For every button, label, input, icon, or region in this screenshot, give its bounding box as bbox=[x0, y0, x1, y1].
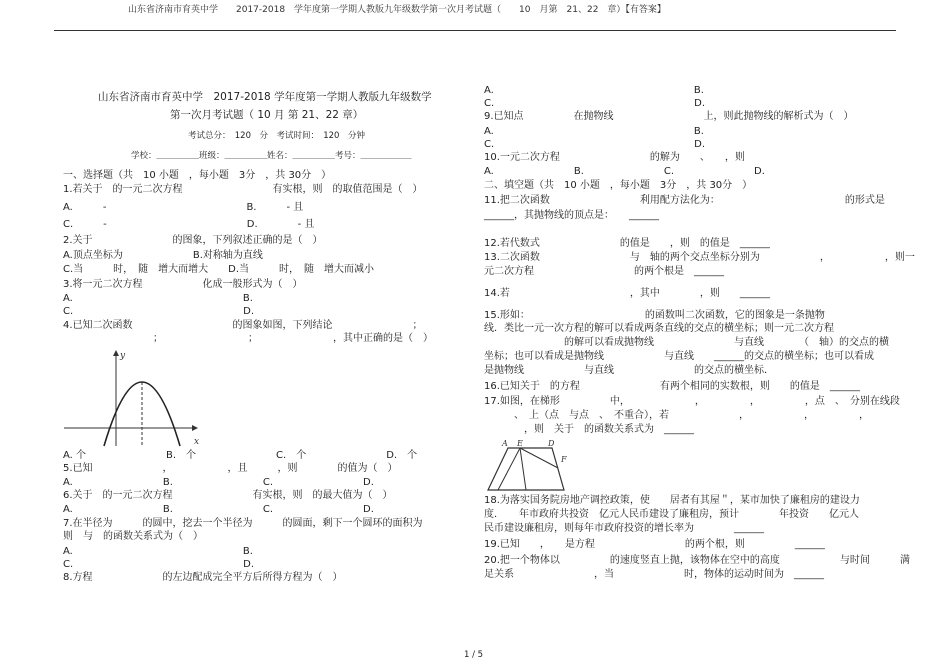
q8-options-ab: A. B. bbox=[484, 85, 704, 96]
section-fill-heading: 二、填空题（共 10 小题 ，每小题 3分 ，共 30分 ） bbox=[484, 180, 753, 191]
q5-options: A. B. C. D. bbox=[63, 477, 374, 488]
q1-options-ab: A. ‐ B. ‐ 且 bbox=[63, 202, 304, 213]
q6-options: A. B. C. D. bbox=[63, 504, 374, 515]
question-15-line4: 坐标；也可以看成是抛物线 与直线 ______的交点的横坐标；也可以看成 bbox=[484, 351, 874, 362]
section-choice-heading: 一、选择题（共 10 小题 ，每小题 3分 ，共 30分 ） bbox=[63, 170, 332, 181]
question-2: 2.关于 的图象，下列叙述正确的是（ ） bbox=[63, 235, 323, 246]
segment-e-base-2 bbox=[520, 448, 526, 490]
graph-y-arrow bbox=[113, 350, 119, 356]
question-13: 13.二次函数 与 轴的两个交点坐标分别为 ， ，则一 bbox=[484, 252, 915, 263]
question-16: 16.已知关于 的方程 有两个相同的实数根，则 的值是 ______ bbox=[484, 381, 860, 392]
question-7: 7.在半径为 的圆中，挖去一个半径为 的圆面，剩下一个圆环的面积为 bbox=[63, 518, 423, 529]
question-12: 12.若代数式 的值是 ，则 的值是 ______ bbox=[484, 238, 770, 249]
question-6: 6.关于 的一元二次方程 有实根，则 的最大值为（ ） bbox=[63, 490, 393, 501]
question-9: 9.已知点 在抛物线 上，则此抛物线的解析式为（ ） bbox=[484, 111, 854, 122]
question-1: 1.若关于 的一元二次方程 有实根，则 的取值范围是（ ） bbox=[63, 184, 423, 195]
question-15: 15.形如： 的函数叫二次函数，它的图象是一条抛物 bbox=[484, 310, 825, 321]
question-20: 20.把一个物体以 的速度竖直上抛，该物体在空中的高度 与时间 满 bbox=[484, 555, 910, 566]
q7-options-ab: A. B. bbox=[63, 546, 253, 557]
question-18: 18.为落实国务院房地产调控政策，使 居者有其屋＂，某市加快了廉租房的建设力 bbox=[484, 495, 860, 506]
question-17: 17.如图，在梯形 中， ， ， ，点 、 分别在线段 bbox=[484, 396, 900, 407]
label-a: A bbox=[502, 439, 508, 448]
page-number: 1 / 5 bbox=[464, 650, 484, 660]
page-subtitle: 第一次月考试题（ 10 月 第 21、22 章） bbox=[170, 109, 364, 121]
question-18-line2: 度． 年市政府共投资 亿元人民币建设了廉租房，预计 年投资 亿元人 bbox=[484, 509, 859, 520]
q17-trapezoid-figure bbox=[482, 436, 578, 492]
trapezoid-outline bbox=[488, 448, 564, 490]
q9-options-cd: C. D. bbox=[484, 139, 706, 150]
question-20-cont: 足关系 ，当 时，物体的运动时间为 ______ bbox=[484, 569, 824, 580]
question-15-line5: 是抛物线 与直线 的交点的横坐标． bbox=[484, 365, 774, 376]
question-3: 3.将一元二次方程 化成一般形式为（ ） bbox=[63, 279, 303, 290]
q2-options-cd: C.当 时， 随 增大而增大 D.当 时， 随 增大而减小 bbox=[63, 264, 375, 275]
question-15-line2: 线．类比一元一次方程的解可以看成两条直线的交点的横坐标；则一元二次方程 bbox=[484, 323, 834, 334]
q1-options-cd: C. ‐ D. ‐ 且 bbox=[63, 219, 315, 230]
graph-x-arrow bbox=[192, 425, 198, 431]
label-f: F bbox=[561, 455, 567, 464]
page-header: 山东省济南市育英中学 2017-2018 学年度第一学期人教版九年级数学第一次月考试题（ 10 月第 21、22 章）【有答案】 bbox=[128, 5, 666, 15]
q7-options-cd: C. D. bbox=[63, 559, 255, 570]
graph-x-label: x bbox=[194, 437, 200, 447]
question-8: 8.方程 的左边配成完全平方后所得方程为（ ） bbox=[63, 572, 343, 583]
q3-options-cd: C. D. bbox=[63, 306, 255, 317]
q4-options: A. 个 B. 个 C. 个 D. 个 bbox=[63, 450, 418, 461]
question-10: 10.一元二次方程 的解为 、 ，则 bbox=[484, 152, 745, 163]
q10-options: A. B. C. D. bbox=[484, 166, 765, 177]
question-4-cont: ； ； ，其中正确的是（ ） bbox=[63, 333, 433, 344]
question-17-line3: ，则 关于 的函数关系式为 ______ bbox=[484, 424, 694, 435]
label-d: D bbox=[548, 439, 555, 448]
question-5: 5.已知 ， ，且 ，则 的值为（ ） bbox=[63, 463, 398, 474]
question-7-cont: 则 与 的函数关系式为（ ） bbox=[63, 531, 203, 542]
question-15-line3: 的解可以看成抛物线 与直线 （ 轴）的交点的横 bbox=[484, 337, 889, 348]
q4-parabola-graph bbox=[64, 348, 204, 448]
q2-options-ab: A.顶点坐标为 B.对称轴为直线 bbox=[63, 250, 263, 261]
question-11-cont: ______，其抛物线的顶点是： ______ bbox=[484, 210, 659, 221]
label-e: E bbox=[517, 439, 523, 448]
segment-e-base bbox=[498, 448, 520, 490]
question-18-line3: 民币建设廉租房，则每年市政府投资的增长率为 ______ bbox=[484, 523, 764, 534]
q3-options-ab: A. B. bbox=[63, 293, 253, 304]
q9-options-ab: A. B. bbox=[484, 126, 704, 137]
question-19: 19.已知 ， 是方程 的两个根，则 ______ bbox=[484, 539, 825, 550]
exam-info: 考试总分： 120 分 考试时间： 120 分钟 bbox=[188, 131, 365, 141]
graph-y-label: y bbox=[120, 351, 126, 361]
page-title: 山东省济南市育英中学 2017-2018 学年度第一学期人教版九年级数学 bbox=[98, 91, 432, 103]
header-rule bbox=[54, 30, 896, 31]
question-13-cont: 元二次方程 的两个根是 ______ bbox=[484, 266, 724, 277]
question-4: 4.已知二次函数 的图象如图，下列结论 ； bbox=[63, 320, 423, 331]
student-info: 学校：＿＿＿＿＿班级：＿＿＿＿＿姓名：＿＿＿＿＿考号：＿＿＿＿＿＿ bbox=[131, 151, 412, 161]
question-17-line2: 、 上（点 与点 、 不重合），若 ， ， ， bbox=[484, 410, 869, 421]
question-11: 11.把二次函数 利用配方法化为： 的形式是 bbox=[484, 195, 885, 206]
q8-options-cd: C. D. bbox=[484, 98, 706, 109]
question-14: 14.若 ，其中 ，则 ______ bbox=[484, 288, 770, 299]
